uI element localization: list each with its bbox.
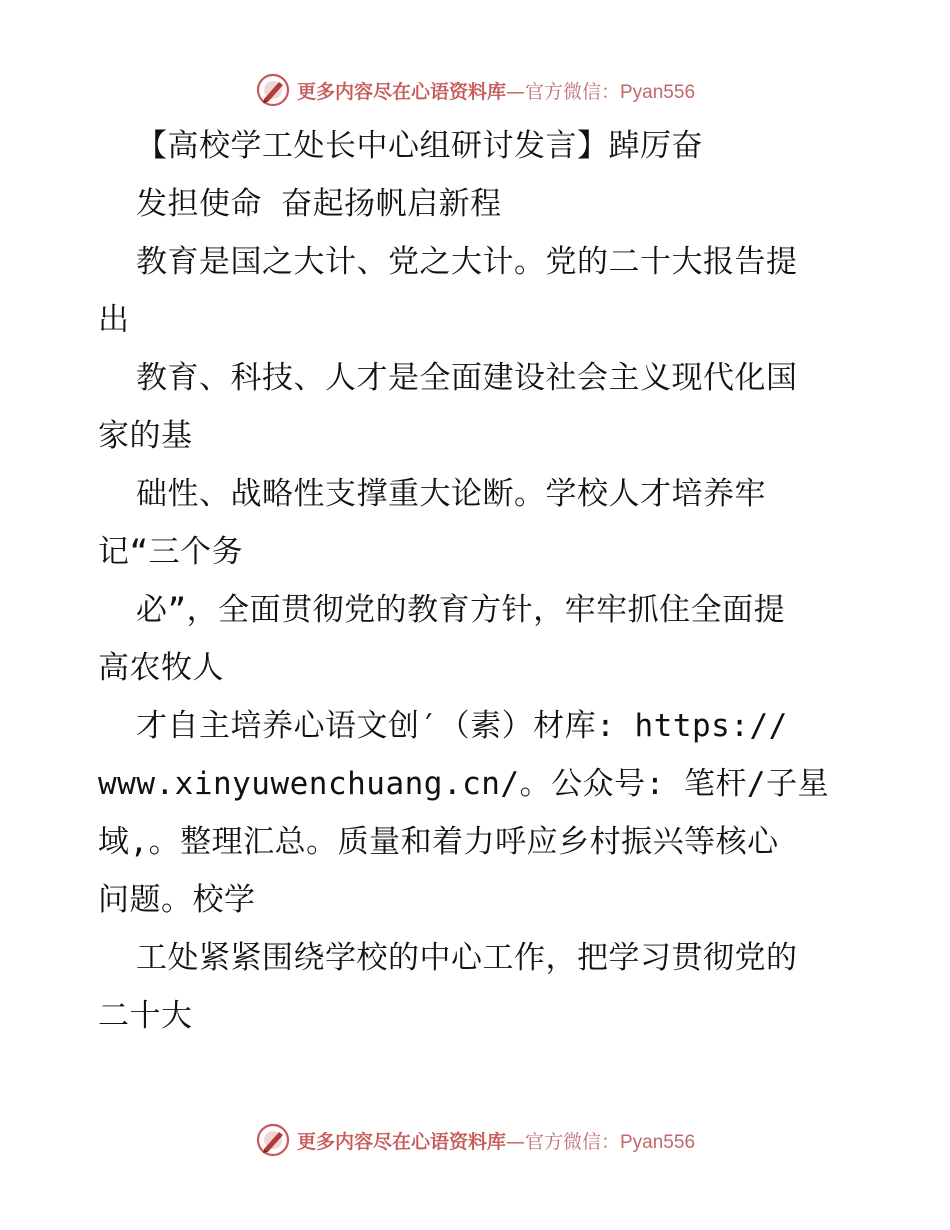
doc-line: 域,。整理汇总。质量和着力呼应乡村振兴等核心 xyxy=(98,824,779,860)
doc-line: 教育、科技、人才是全面建设社会主义现代化国 xyxy=(136,360,798,396)
watermark-brand: 更多内容尽在心语资料库 xyxy=(296,80,506,103)
doc-line: 问题。校学 xyxy=(98,882,256,918)
watermark-text xyxy=(297,77,695,104)
header-watermark xyxy=(0,68,950,112)
doc-line: 才自主培养心语文创′（素）材库: https:// xyxy=(136,708,788,744)
doc-line: 出 xyxy=(98,302,130,338)
watermark-wechat-id: Pyan556 xyxy=(620,1131,696,1153)
doc-line: 高农牧人 xyxy=(98,650,224,686)
watermark-wechat-id: Pyan556 xyxy=(620,81,696,103)
watermark-official-label: 官方微信： xyxy=(524,1130,620,1153)
doc-line: 工处紧紧围绕学校的中心工作，把学习贯彻党的 xyxy=(136,940,798,976)
watermark-brand: 更多内容尽在心语资料库 xyxy=(296,1130,506,1153)
doc-line: 【高校学工处长中心组研讨发言】踔厉奋 xyxy=(136,128,703,164)
doc-line: 发担使命 奋起扬帆启新程 xyxy=(136,186,502,222)
doc-line: 必”，全面贯彻党的教育方针，牢牢抓住全面提 xyxy=(136,592,786,628)
doc-line: 础性、战略性支撑重大论断。学校人才培养牢 xyxy=(136,476,766,512)
doc-line: 二十大 xyxy=(98,998,193,1034)
doc-line: 记“三个务 xyxy=(98,534,244,570)
doc-line: 家的基 xyxy=(98,418,193,454)
doc-line: 教育是国之大计、党之大计。党的二十大报告提 xyxy=(136,244,798,280)
doc-line: www.xinyuwenchuang.cn/。公众号: 笔杆/子星 xyxy=(98,766,830,802)
pen-logo-icon xyxy=(255,72,291,108)
footer-watermark xyxy=(0,1118,950,1162)
watermark-separator: — xyxy=(505,1130,525,1153)
watermark-separator: — xyxy=(505,80,525,103)
pen-logo-icon xyxy=(255,1122,291,1158)
watermark-text xyxy=(297,1127,695,1154)
watermark-official-label: 官方微信： xyxy=(524,80,620,103)
